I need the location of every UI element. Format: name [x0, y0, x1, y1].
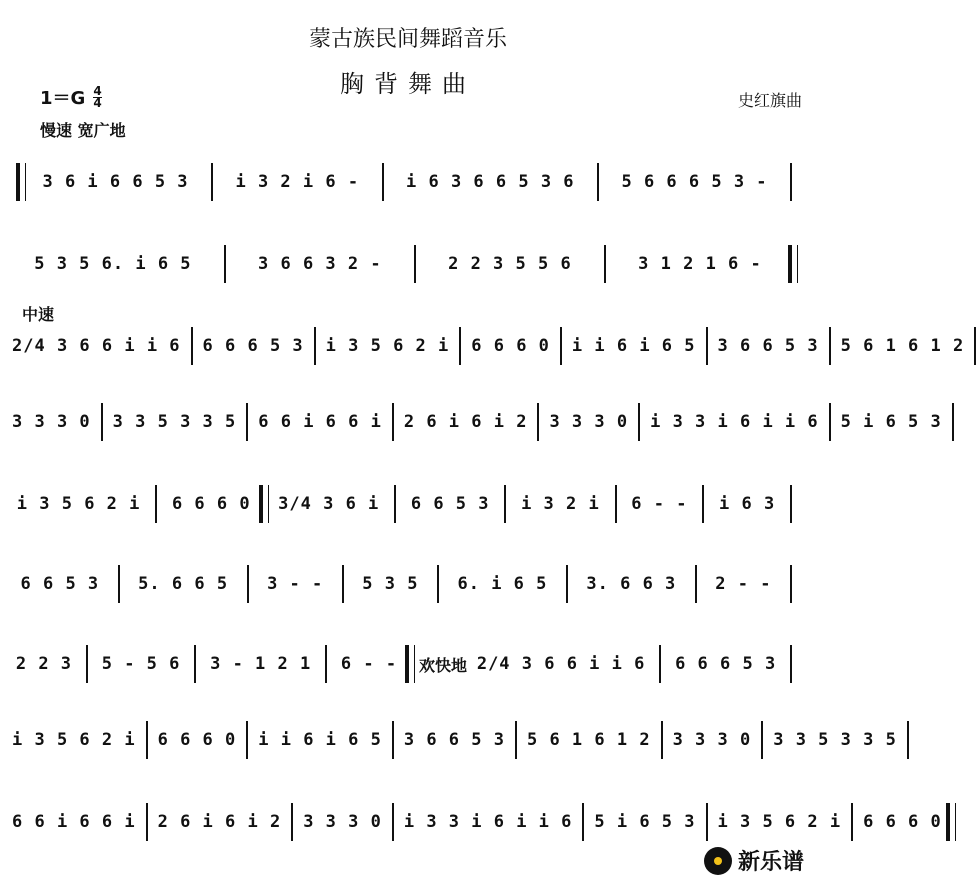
measure: 6 6 5 3 [410, 494, 490, 514]
measure: 2 6 i 6 i 2 [403, 412, 528, 432]
measure: 6 6 6 5 3 [675, 654, 777, 674]
measure: i i 6 i 6 5 [258, 730, 382, 750]
barline [291, 803, 293, 841]
barline [659, 645, 661, 683]
staff-row-4 [12, 404, 942, 440]
staff-row-6 [12, 566, 802, 602]
barline [829, 403, 831, 441]
barline [211, 163, 213, 201]
piece-title: 胸背舞曲 [340, 70, 476, 98]
measure: 5. 6 6 5 [138, 574, 229, 594]
measure: 3 - 1 2 1 [210, 654, 312, 674]
barline [761, 721, 763, 759]
barline [504, 485, 506, 523]
measure: 3 1 2 1 6 - [638, 254, 762, 274]
staff-row-7 [12, 646, 802, 682]
barline [314, 327, 316, 365]
measure: 6 - - [340, 654, 398, 674]
repeat-end-barline [788, 245, 798, 283]
measure: 3 3 3 0 [12, 412, 91, 432]
barline [146, 721, 148, 759]
barline [790, 485, 792, 523]
barline [952, 403, 954, 441]
barline [437, 565, 439, 603]
measure: 6 6 6 0 [171, 494, 251, 514]
barline [790, 565, 792, 603]
barline [414, 245, 416, 283]
measure: 3/4 3 6 i [278, 494, 380, 514]
barline [695, 565, 697, 603]
staff-row-2 [12, 246, 802, 282]
measure: 3 6 i 6 6 5 3 [42, 172, 189, 192]
measure: 6 6 6 0 [863, 812, 942, 832]
measure: 3 3 5 3 3 5 [773, 730, 897, 750]
staff-row-5 [12, 486, 802, 522]
barline [392, 803, 394, 841]
barline [615, 485, 617, 523]
tempo-marking: 慢速 宽广地 [40, 121, 126, 140]
staff-row-3 [12, 328, 965, 364]
final-barline [946, 803, 956, 841]
measure: i 3 2 i 6 - [235, 172, 360, 192]
barline [706, 327, 708, 365]
measure: 6 6 5 3 [20, 574, 100, 594]
measure: 5 6 6 6 5 3 - [621, 172, 768, 192]
composer: 史红旗曲 [737, 91, 802, 110]
measure: 5 i 6 5 3 [594, 812, 696, 832]
measure: 3 - - [267, 574, 324, 594]
measure: 2 6 i 6 i 2 [157, 812, 282, 832]
barline [661, 721, 663, 759]
barline [86, 645, 88, 683]
measure: i 3 2 i [521, 494, 600, 514]
collection-title: 蒙古族民间舞蹈音乐 [308, 27, 507, 52]
barline [392, 403, 394, 441]
barline [706, 803, 708, 841]
barline [146, 803, 148, 841]
measure: 3 6 6 5 3 [403, 730, 505, 750]
measure: 3 6 6 3 2 - [258, 254, 382, 274]
measure: 3 3 3 0 [549, 412, 629, 432]
measure: i 3 5 6 2 i [16, 494, 141, 514]
measure: 6 6 6 5 3 [202, 336, 304, 356]
measure: 6. i 6 5 [457, 574, 548, 594]
barline [224, 245, 226, 283]
measure: 6 - - [631, 494, 688, 514]
measure: 5 - 5 6 [101, 654, 181, 674]
barline [604, 245, 606, 283]
measure: i 3 3 i 6 i i 6 [403, 812, 573, 832]
measure: 3 3 3 0 [672, 730, 752, 750]
barline [566, 565, 568, 603]
barline [155, 485, 157, 523]
measure: 2 - - [715, 574, 772, 594]
repeat-start-barline [405, 645, 415, 683]
measure: i 3 5 6 2 i [12, 730, 136, 750]
measure: 6 6 i 6 6 i [258, 412, 382, 432]
time-denominator: 4 [93, 95, 102, 110]
measure: i i 6 i 6 5 [571, 336, 696, 356]
staff-row-8 [12, 722, 897, 758]
barline [382, 163, 384, 201]
measure: 3. 6 6 3 [586, 574, 677, 594]
barline [560, 327, 562, 365]
repeat-start-barline [259, 485, 269, 523]
measure: i 6 3 6 6 5 3 6 [406, 172, 575, 192]
logo-text: 新乐谱 [737, 850, 804, 875]
measure: 5 3 5 [362, 574, 419, 594]
staff-row-9 [12, 804, 942, 840]
barline [118, 565, 120, 603]
staff-row-1 [12, 164, 802, 200]
measure: 5 i 6 5 3 [840, 412, 942, 432]
barline [246, 403, 248, 441]
measure: 3 3 3 0 [303, 812, 382, 832]
measure: 5 6 1 6 1 2 [526, 730, 651, 750]
measure: 2 2 3 5 5 6 [448, 254, 572, 274]
barline [394, 485, 396, 523]
barline [907, 721, 909, 759]
measure: 3 6 6 5 3 [717, 336, 819, 356]
barline [191, 327, 193, 365]
measure: 6 6 6 0 [471, 336, 550, 356]
measure: 2/4 3 6 6 i i 6 [476, 654, 646, 674]
barline [702, 485, 704, 523]
measure: 2 2 3 [15, 654, 73, 674]
measure: 5 3 5 6. i 6 5 [34, 254, 192, 274]
barline [247, 565, 249, 603]
barline [515, 721, 517, 759]
time-numerator: 4 [93, 83, 102, 98]
measure: i 3 3 i 6 i i 6 [650, 412, 819, 432]
barline [325, 645, 327, 683]
key-signature [40, 84, 102, 110]
barline [638, 403, 640, 441]
barline [342, 565, 344, 603]
measure: i 3 5 6 2 i [325, 336, 450, 356]
barline [537, 403, 539, 441]
tempo-change-huankuai: 欢快地 [418, 655, 467, 675]
measure: 5 6 1 6 1 2 [840, 336, 965, 356]
measure: 3 3 5 3 3 5 [112, 412, 237, 432]
barline [392, 721, 394, 759]
measure: 2/4 3 6 6 i i 6 [12, 336, 181, 356]
barline [790, 645, 792, 683]
barline [790, 163, 792, 201]
barline [194, 645, 196, 683]
barline [101, 403, 103, 441]
barline [597, 163, 599, 201]
barline [851, 803, 853, 841]
barline [582, 803, 584, 841]
record-disc-icon [704, 847, 732, 875]
measure: i 3 5 6 2 i [717, 812, 842, 832]
barline [246, 721, 248, 759]
repeat-start-barline [16, 163, 26, 201]
measure: i 6 3 [719, 494, 776, 514]
tempo-change-zhongsu: 中速 [22, 305, 55, 324]
barline [829, 327, 831, 365]
measure: 6 6 i 6 6 i [12, 812, 136, 832]
measure: 6 6 6 0 [157, 730, 237, 750]
barline [459, 327, 461, 365]
site-logo [704, 845, 804, 876]
time-signature [93, 83, 102, 110]
key-label: 1＝G [40, 88, 86, 109]
